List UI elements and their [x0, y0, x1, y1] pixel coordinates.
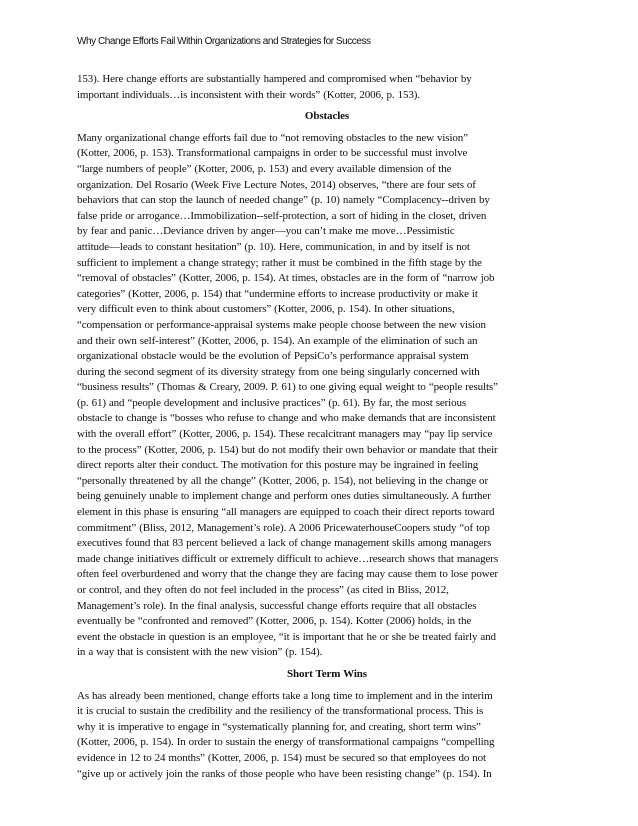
text-line: by fear and panic…Deviance driven by anger—you can’t make me move…Pessimistic — [77, 225, 455, 238]
text-line: important individuals…is inconsistent with their words” (Kotter, 2006, p. 153). — [77, 88, 420, 101]
body-text — [77, 72, 577, 782]
continued-paragraph — [77, 72, 577, 103]
text-line: categories” (Kotter, 2006, p. 154) that “undermine efforts to increase productivity or make it — [77, 287, 478, 300]
text-line: element in this phase is ensuring “all managers are equipped to coach their direct reports toward — [77, 506, 495, 519]
text-line: organizational obstacle would be the evolution of PepsiCo’s performance appraisal system — [77, 350, 469, 363]
text-line: commitment” (Bliss, 2012, Management’s role). A 2006 PricewaterhouseCoopers study “of top — [77, 521, 490, 534]
text-line: direct reports alter their conduct. The motivation for this posture may be ingrained in feeling — [77, 459, 479, 472]
text-line: event the obstacle in question is an employee, “it is important that he or she be treated fairly and — [77, 630, 496, 643]
text-line: obstacle to change is “bosses who refuse to change and who make demands that are inconsistent — [77, 412, 496, 425]
text-line: sufficient to implement a change strategy; rather it must be combined in the fifth stage by the — [77, 256, 482, 269]
text-line: “give up or actively join the ranks of those people who have been resisting change” (p. 154). In — [77, 767, 492, 780]
text-line: organization. Del Rosario (Week Five Lecture Notes, 2014) observes, “there are four sets of — [77, 178, 476, 191]
text-line: being genuinely unable to implement change and perform ones duties simultaneously. A further — [77, 490, 491, 503]
text-line: attitude—leads to constant hesitation” (p. 10). Here, communication, in and by itself is not — [77, 240, 470, 253]
text-line: made change initiatives difficult or extremely difficult to achieve…research shows that managers — [77, 552, 499, 565]
section-heading-short-term-wins: Short Term Wins — [287, 667, 367, 680]
text-line: “removal of obstacles” (Kotter, 2006, p. 154). At times, obstacles are in the form of “narrow job — [77, 272, 495, 285]
text-line: eventually be “confronted and removed” (Kotter, 2006, p. 154). Kotter (2006) holds, in the — [77, 615, 472, 628]
obstacles-paragraph — [77, 131, 577, 661]
text-line: “compensation or performance-appraisal systems make people choose between the new vision — [77, 318, 486, 331]
text-line: 153). Here change efforts are substantially hampered and compromised when “behavior by — [77, 73, 472, 85]
text-line: “large numbers of people” (Kotter, 2006, p. 153) and every available dimension of the — [77, 162, 452, 175]
text-line: and their own self-interest” (Kotter, 2006, p. 154). An example of the elimination of such an — [77, 334, 478, 347]
text-line: false pride or arrogance…Immobilization--self-protection, a sort of hiding in the closet, driven — [77, 209, 487, 222]
text-line: As has already been mentioned, change efforts take a long time to implement and in the interim — [77, 689, 493, 702]
text-line: “business results” (Thomas & Creary, 2009. P. 61) to one giving equal weight to “people results” — [77, 381, 498, 394]
text-line: behaviors that can stop the launch of needed change” (p. 10) namely “Complacency--driven by — [77, 194, 490, 207]
running-head: Why Change Efforts Fail Within Organizations and Strategies for Success — [77, 36, 371, 47]
text-line: why it is imperative to engage in “systematically planning for, and creating, short term wins” — [77, 720, 481, 733]
text-line: very difficult even to think about customers” (Kotter, 2006, p. 154). In other situations, — [77, 303, 455, 316]
text-line: Many organizational change efforts fail due to “not removing obstacles to the new vision” — [77, 131, 468, 144]
text-line: executives found that 83 percent believed a lack of change management skills among managers — [77, 537, 492, 550]
text-line: in a way that is consistent with the new vision” (p. 154). — [77, 646, 323, 659]
text-line: (Kotter, 2006, p. 154). In order to sustain the energy of transformational campaigns “compelling — [77, 736, 495, 749]
text-line: “personally threatened by all the change” (Kotter, 2006, p. 154), not believing in the change or — [77, 474, 488, 487]
text-line: to the process” (Kotter, 2006, p. 154) but do not modify their own behavior or mandate that their — [77, 443, 498, 456]
text-line: or control, and they often do not feel included in the process” (as cited in Bliss, 2012, — [77, 584, 449, 596]
text-line: with the overall effort” (Kotter, 2006, p. 154). These recalcitrant managers may “pay lip service — [77, 428, 493, 441]
text-line: (p. 61) and “people development and inclusive practices” (p. 61). By far, the most serious — [77, 396, 467, 409]
section-heading-obstacles: Obstacles — [304, 110, 350, 123]
short-term-wins-paragraph — [77, 689, 577, 783]
text-line: evidence in 12 to 24 months” (Kotter, 2006, p. 154) must be secured so that employees do not — [77, 751, 486, 764]
text-line: during the second segment of its diversity strategy from one being singularly concerned with — [77, 365, 480, 378]
text-line: it is crucial to sustain the credibility and the resiliency of the transformational process. This is — [77, 705, 484, 718]
text-line: (Kotter, 2006, p. 153). Transformational campaigns in order to be successful must involve — [77, 147, 468, 160]
text-line: Management’s role). In the final analysis, successful change efforts require that all obstacles — [77, 599, 477, 612]
text-line: often feel overburdened and worry that the change they are facing may cause them to lose power — [77, 568, 498, 581]
